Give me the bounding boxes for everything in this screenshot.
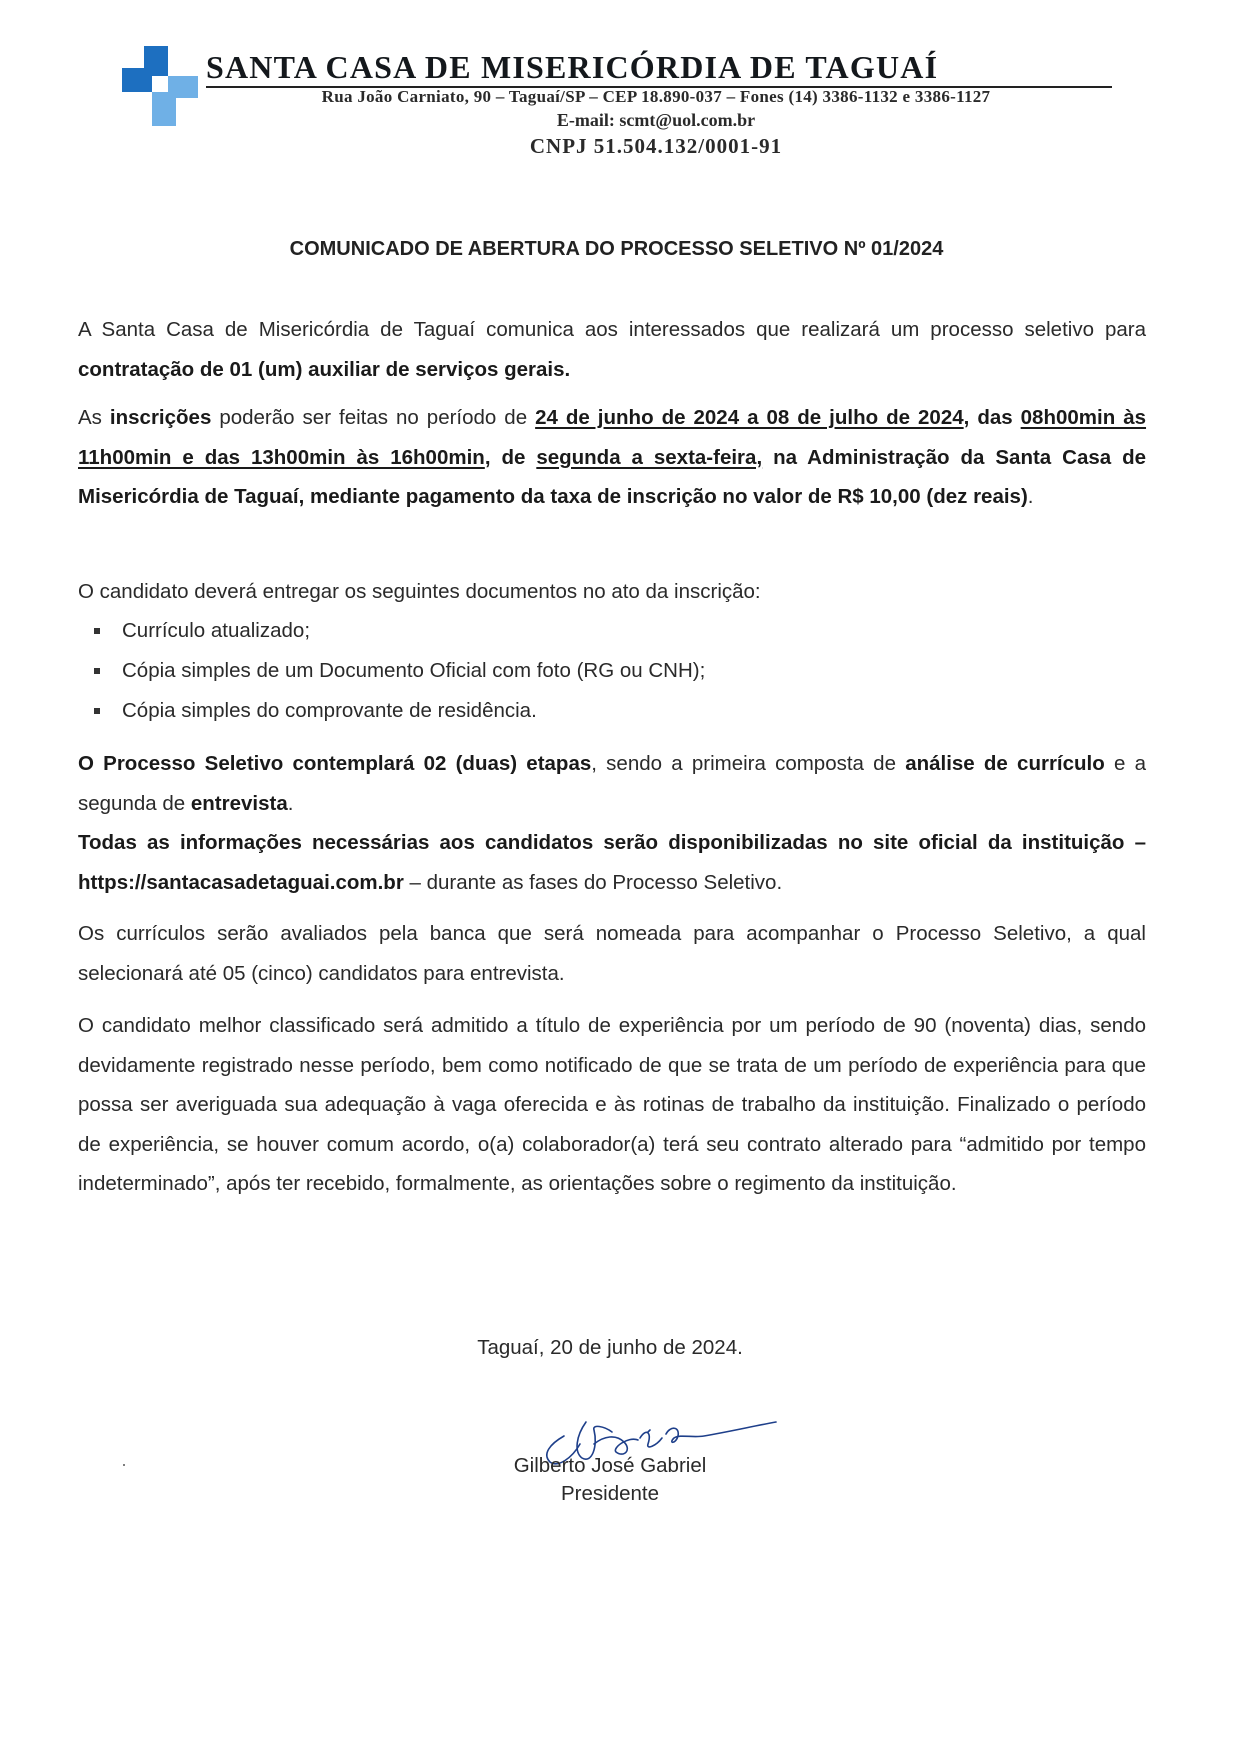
documents-list — [92, 611, 705, 731]
org-name: SANTA CASA DE MISERICÓRDIA DE TAGUAÍ — [206, 49, 939, 85]
list-item — [92, 611, 705, 651]
paragraph-intro — [78, 310, 1146, 389]
bold-run: Todas as informações necessárias aos candidatos serão disponibilizadas no site oficial da instituição – https://santacasadetaguai.com.br — [78, 831, 1146, 894]
bullet-square-icon — [94, 668, 100, 674]
address-line: Rua João Carniato, 90 – Taguaí/SP – CEP 18.890-037 – Fones (14) 3386-1132 e 3386-1127 — [321, 87, 991, 106]
email-line: E-mail: scmt@uol.com.br — [556, 110, 756, 130]
paragraph-information — [78, 823, 1146, 902]
bullet-square-icon — [94, 708, 100, 714]
documents-intro: O candidato deverá entregar os seguintes documentos no ato da inscrição: — [78, 580, 761, 603]
text-run: . — [287, 791, 294, 815]
bold-run: contratação de 01 (um) auxiliar de serviços gerais. — [78, 357, 571, 381]
text-run: – durante as fases do Processo Seletivo. — [403, 870, 783, 894]
bullet-square-icon — [94, 628, 100, 634]
place-date: Taguaí, 20 de junho de 2024. — [477, 1336, 743, 1359]
list-item-text: Currículo atualizado; — [122, 619, 311, 642]
underlined-weekdays: segunda a sexta-feira, — [536, 445, 763, 469]
text-run: , sendo a primeira composta de — [591, 752, 906, 775]
bold-run: O Processo Seletivo contemplará 02 (duas) etapas — [78, 752, 592, 775]
paragraph-admission: O candidato melhor classificado será admitido a título de experiência por um período de 90 (noventa) dias, sendo devidamente registrado nesse período, bem como notificado de que se trata de um período de experiência para que possa ser averiguada sua adequação à vaga oferecida e às rotinas de trabalho da instituição. Finalizado o período de experiência, se houver comum acordo, o(a) colaborador(a) terá seu contrato alterado para “admitido por tempo indeterminado”, após ter recebido, formalmente, as orientações sobre o regimento da instituição. — [78, 1014, 1146, 1195]
bold-run: , das — [963, 406, 1013, 429]
scan-speck — [123, 1464, 125, 1466]
paragraph-evaluation: Os currículos serão avaliados pela banca que será nomeada para acompanhar o Processo Seletivo, a qual selecionará até 05 (cinco) candidatos para entrevista. — [78, 922, 1146, 985]
signatory-name: Gilberto José Gabriel — [513, 1454, 707, 1477]
underlined-dates: 24 de junho de 2024 a 08 de julho de 2024 — [535, 406, 964, 429]
underlined-hours: 08h00min às 11h00min e das 13h00min às 16h00min — [78, 406, 1147, 469]
text-run: poderão ser feitas no período de — [211, 406, 536, 429]
bold-run: na Administração da Santa Casa de Misericórdia de Taguaí, mediante pagamento da taxa de inscrição no valor de R$ 10,00 (dez reais) — [78, 445, 1147, 508]
bold-run: análise de currículo — [905, 752, 1105, 775]
list-item — [92, 651, 705, 691]
paragraph-stages — [78, 744, 1146, 823]
paragraph-registration — [78, 398, 1146, 517]
signatory-role: Presidente — [560, 1482, 659, 1505]
bold-run: , de — [484, 445, 537, 469]
cnpj-line: CNPJ 51.504.132/0001-91 — [529, 134, 783, 158]
bold-run: entrevista — [190, 791, 288, 815]
blue-cross-icon — [122, 46, 204, 128]
list-item-text: Cópia simples do comprovante de residência. — [122, 699, 537, 722]
text-run: . — [1027, 485, 1034, 508]
text-run: e a segunda de — [78, 752, 1146, 815]
list-item — [92, 691, 705, 731]
list-item-text: Cópia simples de um Documento Oficial com foto (RG ou CNH); — [122, 659, 706, 682]
document-title: COMUNICADO DE ABERTURA DO PROCESSO SELETIVO Nº 01/2024 — [289, 238, 944, 260]
bold-run: inscrições — [109, 406, 212, 429]
text-run: As — [78, 406, 110, 429]
text-run: A Santa Casa de Misericórdia de Taguaí comunica aos interessados que realizará um processo seletivo para — [78, 318, 1146, 341]
